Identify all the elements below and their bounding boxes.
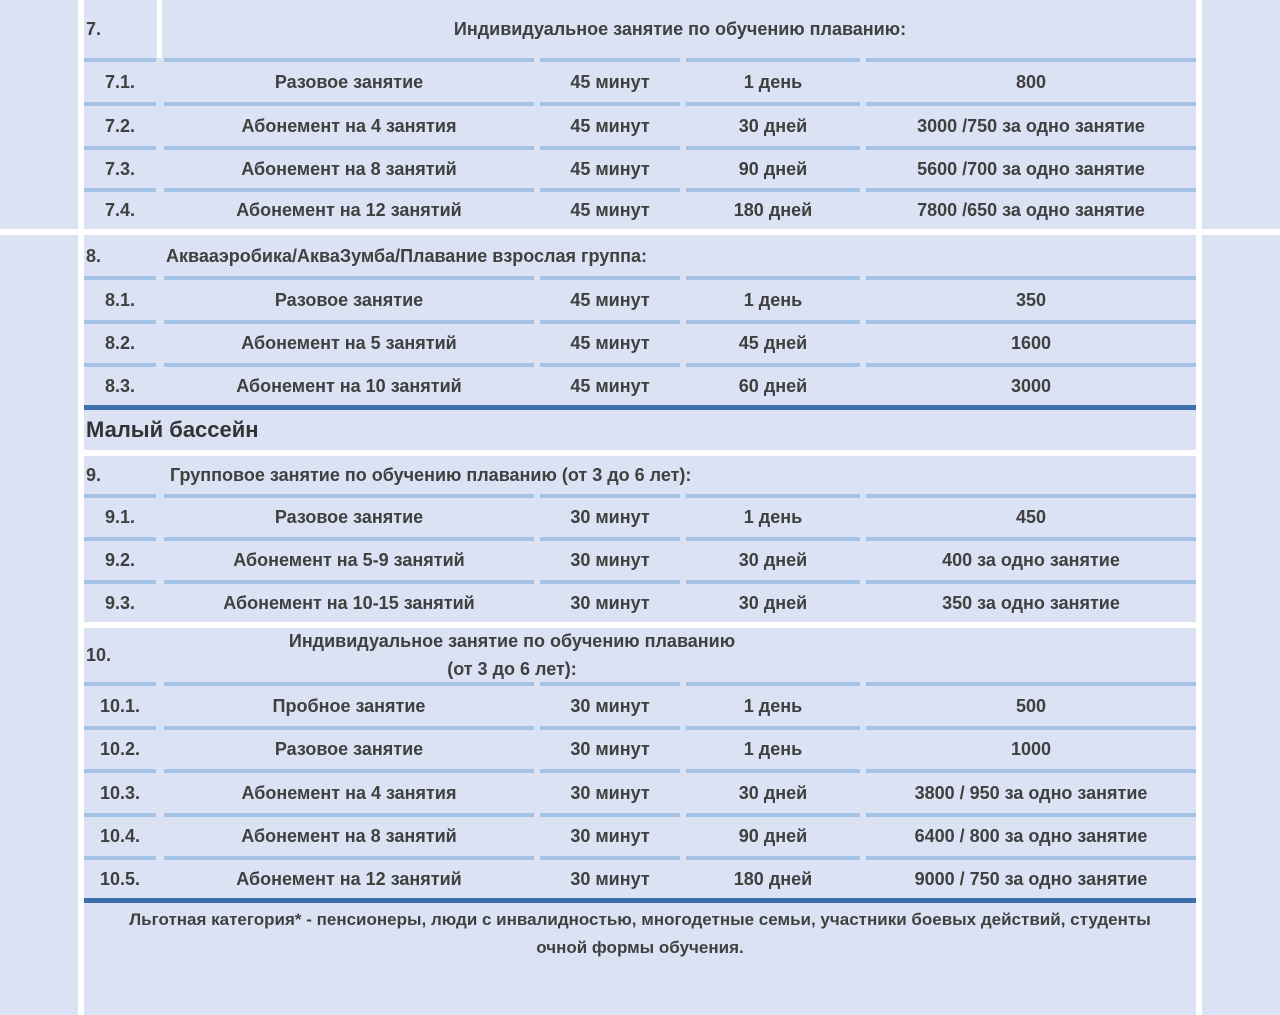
service-name: Абонемент на 8 занятий (164, 146, 534, 188)
service-name: Разовое занятие (164, 276, 534, 320)
section-number: 7. (86, 18, 102, 39)
duration: 45 минут (540, 188, 680, 229)
price: 1600 (866, 320, 1196, 363)
row-number: 7.3. (84, 146, 156, 188)
duration: 45 минут (540, 102, 680, 146)
validity: 1 день (686, 682, 860, 726)
validity: 1 день (686, 726, 860, 769)
duration: 45 минут (540, 276, 680, 320)
validity: 180 дней (686, 188, 860, 229)
validity: 30 дней (686, 580, 860, 622)
price: 5600 /700 за одно занятие (866, 146, 1196, 188)
validity: 30 дней (686, 537, 860, 580)
service-name: Абонемент на 10 занятий (164, 363, 534, 405)
row-number: 8.1. (84, 276, 156, 320)
row-number: 9.1. (84, 494, 156, 537)
price: 3000 (866, 363, 1196, 405)
section-title: Групповое занятие по обучению плаванию (от 3 до 6 лет): (170, 464, 692, 485)
row-number: 9.2. (84, 537, 156, 580)
price: 7800 /650 за одно занятие (866, 188, 1196, 229)
table-row (84, 188, 1196, 229)
duration: 30 минут (540, 769, 680, 813)
validity: 30 дней (686, 102, 860, 146)
service-name: Абонемент на 10-15 занятий (164, 580, 534, 622)
price: 800 (866, 58, 1196, 102)
service-name: Абонемент на 5 занятий (164, 320, 534, 363)
section-title (164, 628, 860, 682)
section-title-line: Индивидуальное занятие по обучению плаванию (288, 631, 736, 651)
service-name: Абонемент на 4 занятия (164, 769, 534, 813)
duration: 45 минут (540, 363, 680, 405)
validity: 1 день (686, 58, 860, 102)
service-name: Разовое занятие (164, 726, 534, 769)
table-row (84, 276, 1196, 320)
section-separator (0, 229, 1280, 235)
price: 1000 (866, 726, 1196, 769)
service-name: Пробное занятие (164, 682, 534, 726)
service-name: Абонемент на 12 занятий (164, 188, 534, 229)
price: 450 (866, 494, 1196, 537)
table-row (84, 320, 1196, 363)
price: 400 за одно занятие (866, 537, 1196, 580)
table-row (84, 146, 1196, 188)
service-name: Абонемент на 8 занятий (164, 813, 534, 856)
row-number: 10.3. (84, 769, 156, 813)
service-name: Абонемент на 4 занятия (164, 102, 534, 146)
duration: 30 минут (540, 813, 680, 856)
row-number: 8.3. (84, 363, 156, 405)
footnote-line: очной формы обучения. (536, 938, 744, 957)
duration: 45 минут (540, 58, 680, 102)
duration: 30 минут (540, 856, 680, 898)
duration: 30 минут (540, 494, 680, 537)
row-number: 8.2. (84, 320, 156, 363)
section-number: 10. (86, 644, 112, 665)
row-number: 7.1. (84, 58, 156, 102)
row-number: 7.2. (84, 102, 156, 146)
price: 500 (866, 682, 1196, 726)
table-row (84, 856, 1196, 898)
table-row (84, 363, 1196, 405)
table-row (84, 580, 1196, 622)
footnote-line: Льготная категория* - пенсионеры, люди с инвалидностью, многодетные семьи, участники боевых действий, студенты (129, 910, 1151, 929)
table-bottom-border (84, 898, 1196, 903)
price: 350 (866, 276, 1196, 320)
service-name: Абонемент на 12 занятий (164, 856, 534, 898)
table-row (84, 494, 1196, 537)
section-10-header (84, 628, 1196, 682)
price: 3000 /750 за одно занятие (866, 102, 1196, 146)
validity: 90 дней (686, 813, 860, 856)
validity: 1 день (686, 494, 860, 537)
table-row (84, 537, 1196, 580)
price: 3800 / 950 за одно занятие (866, 769, 1196, 813)
section-number: 8. (86, 245, 102, 266)
table-row (84, 58, 1196, 102)
table-row (84, 726, 1196, 769)
footnote (84, 906, 1196, 962)
page-subheading: Малый бассейн (86, 417, 259, 442)
duration: 30 минут (540, 682, 680, 726)
price: 350 за одно занятие (866, 580, 1196, 622)
table-row (84, 769, 1196, 813)
duration: 45 минут (540, 320, 680, 363)
validity: 45 дней (686, 320, 860, 363)
row-number: 10.2. (84, 726, 156, 769)
table-row (84, 682, 1196, 726)
section-title: Аквааэробика/АкваЗумба/Плавание взрослая группа: (166, 245, 648, 266)
price: 9000 / 750 за одно занятие (866, 856, 1196, 898)
section-7-header (84, 0, 1196, 58)
service-name: Абонемент на 5-9 занятий (164, 537, 534, 580)
validity: 180 дней (686, 856, 860, 898)
section-title: Индивидуальное занятие по обучению плаванию: (453, 18, 907, 39)
duration: 45 минут (540, 146, 680, 188)
price: 6400 / 800 за одно занятие (866, 813, 1196, 856)
section-title-line: (от 3 до 6 лет): (447, 659, 577, 679)
duration: 30 минут (540, 726, 680, 769)
table-row (84, 813, 1196, 856)
row-number: 7.4. (84, 188, 156, 229)
section-number: 9. (86, 464, 102, 485)
row-number: 9.3. (84, 580, 156, 622)
validity: 1 день (686, 276, 860, 320)
small-pool-heading-row (84, 410, 1196, 450)
section-8-header (84, 236, 1196, 276)
section-9-header (84, 456, 1196, 494)
right-border (1196, 0, 1202, 1015)
service-name: Разовое занятие (164, 494, 534, 537)
row-number: 10.1. (84, 682, 156, 726)
validity: 90 дней (686, 146, 860, 188)
validity: 30 дней (686, 769, 860, 813)
duration: 30 минут (540, 537, 680, 580)
validity: 60 дней (686, 363, 860, 405)
service-name: Разовое занятие (164, 58, 534, 102)
table-row (84, 102, 1196, 146)
row-number: 10.4. (84, 813, 156, 856)
row-number: 10.5. (84, 856, 156, 898)
duration: 30 минут (540, 580, 680, 622)
